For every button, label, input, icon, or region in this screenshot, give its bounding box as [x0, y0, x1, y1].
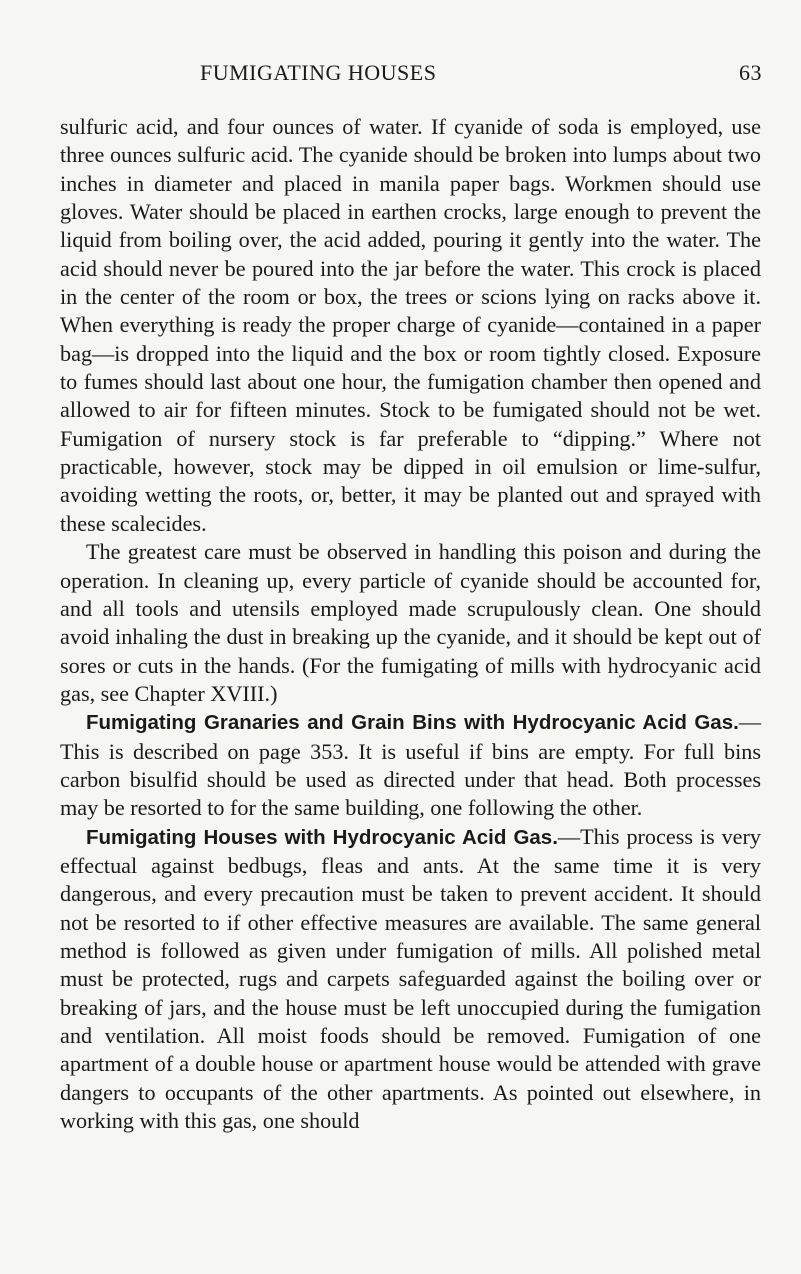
- running-head: [112, 60, 762, 90]
- body-text: [60, 113, 761, 1135]
- page-number: 63: [739, 60, 762, 85]
- paragraph-granaries-text: —This is described on page 353. It is useful if bins are empty. For full bins carbon bisulfid should be used as directed under that head. Both processes may be resorted to for the same building, one following the other.: [60, 709, 761, 821]
- paragraph-granaries: [60, 708, 761, 822]
- run-in-heading-granaries: Fumigating Granaries and Grain Bins with Hydrocyanic Acid Gas.: [86, 711, 739, 735]
- paragraph-safety-care: The greatest care must be observed in handling this poison and during the operation. In cleaning up, every particle of cyanide should be accounted for, and all tools and utensils employed made scrupulously clean. One should avoid inhaling the dust in breaking up the cyanide, and it should be kept out of sores or cuts in the hands. (For the fumigating of mills with hydrocyanic acid gas, see Chapter XVIII.): [60, 539, 761, 706]
- paragraph-cyanide-method: sulfuric acid, and four ounces of water. If cyanide of soda is employed, use three ounces sulfuric acid. The cyanide should be broken into lumps about two inches in diameter and placed in manila paper bags. Workmen should use gloves. Water should be placed in earthen crocks, large enough to prevent the liquid from boiling over, the acid added, pouring it gently into the water. The acid should never be poured into the jar before the water. This crock is placed in the center of the room or box, the trees or scions lying on racks above it. When everything is ready the proper charge of cyanide—contained in a paper bag—is dropped into the liquid and the box or room tightly closed. Exposure to fumes should last about one hour, the fumigation chamber then opened and allowed to air for fifteen minutes. Stock to be fumigated should not be wet. Fumigation of nursery stock is far preferable to “dipping.” Where not practicable, however, stock may be dipped in oil emulsion or lime-sulfur, avoiding wetting the roots, or, better, it may be planted out and sprayed with these scalecides.: [60, 114, 761, 536]
- run-in-heading-houses: Fumigating Houses with Hydrocyanic Acid Gas.: [86, 825, 558, 849]
- chapter-title: FUMIGATING HOUSES: [200, 60, 437, 85]
- paragraph-houses: [60, 823, 761, 1136]
- paragraph-houses-text: —This process is very effectual against bedbugs, fleas and ants. At the same time it is very dangerous, and every precaution must be taken to prevent accident. It should not be resorted to if other effective measures are available. The same general method is followed as given under fumigation of mills. All polished metal must be protected, rugs and carpets safeguarded against the boiling over or breaking of jars, and the house must be left unoccupied during the fumigation and ventilation. All moist foods should be removed. Fumigation of one apartment of a double house or apartment house would be attended with grave dangers to occupants of the other apartments. As pointed out elsewhere, in working with this gas, one should: [60, 823, 761, 1134]
